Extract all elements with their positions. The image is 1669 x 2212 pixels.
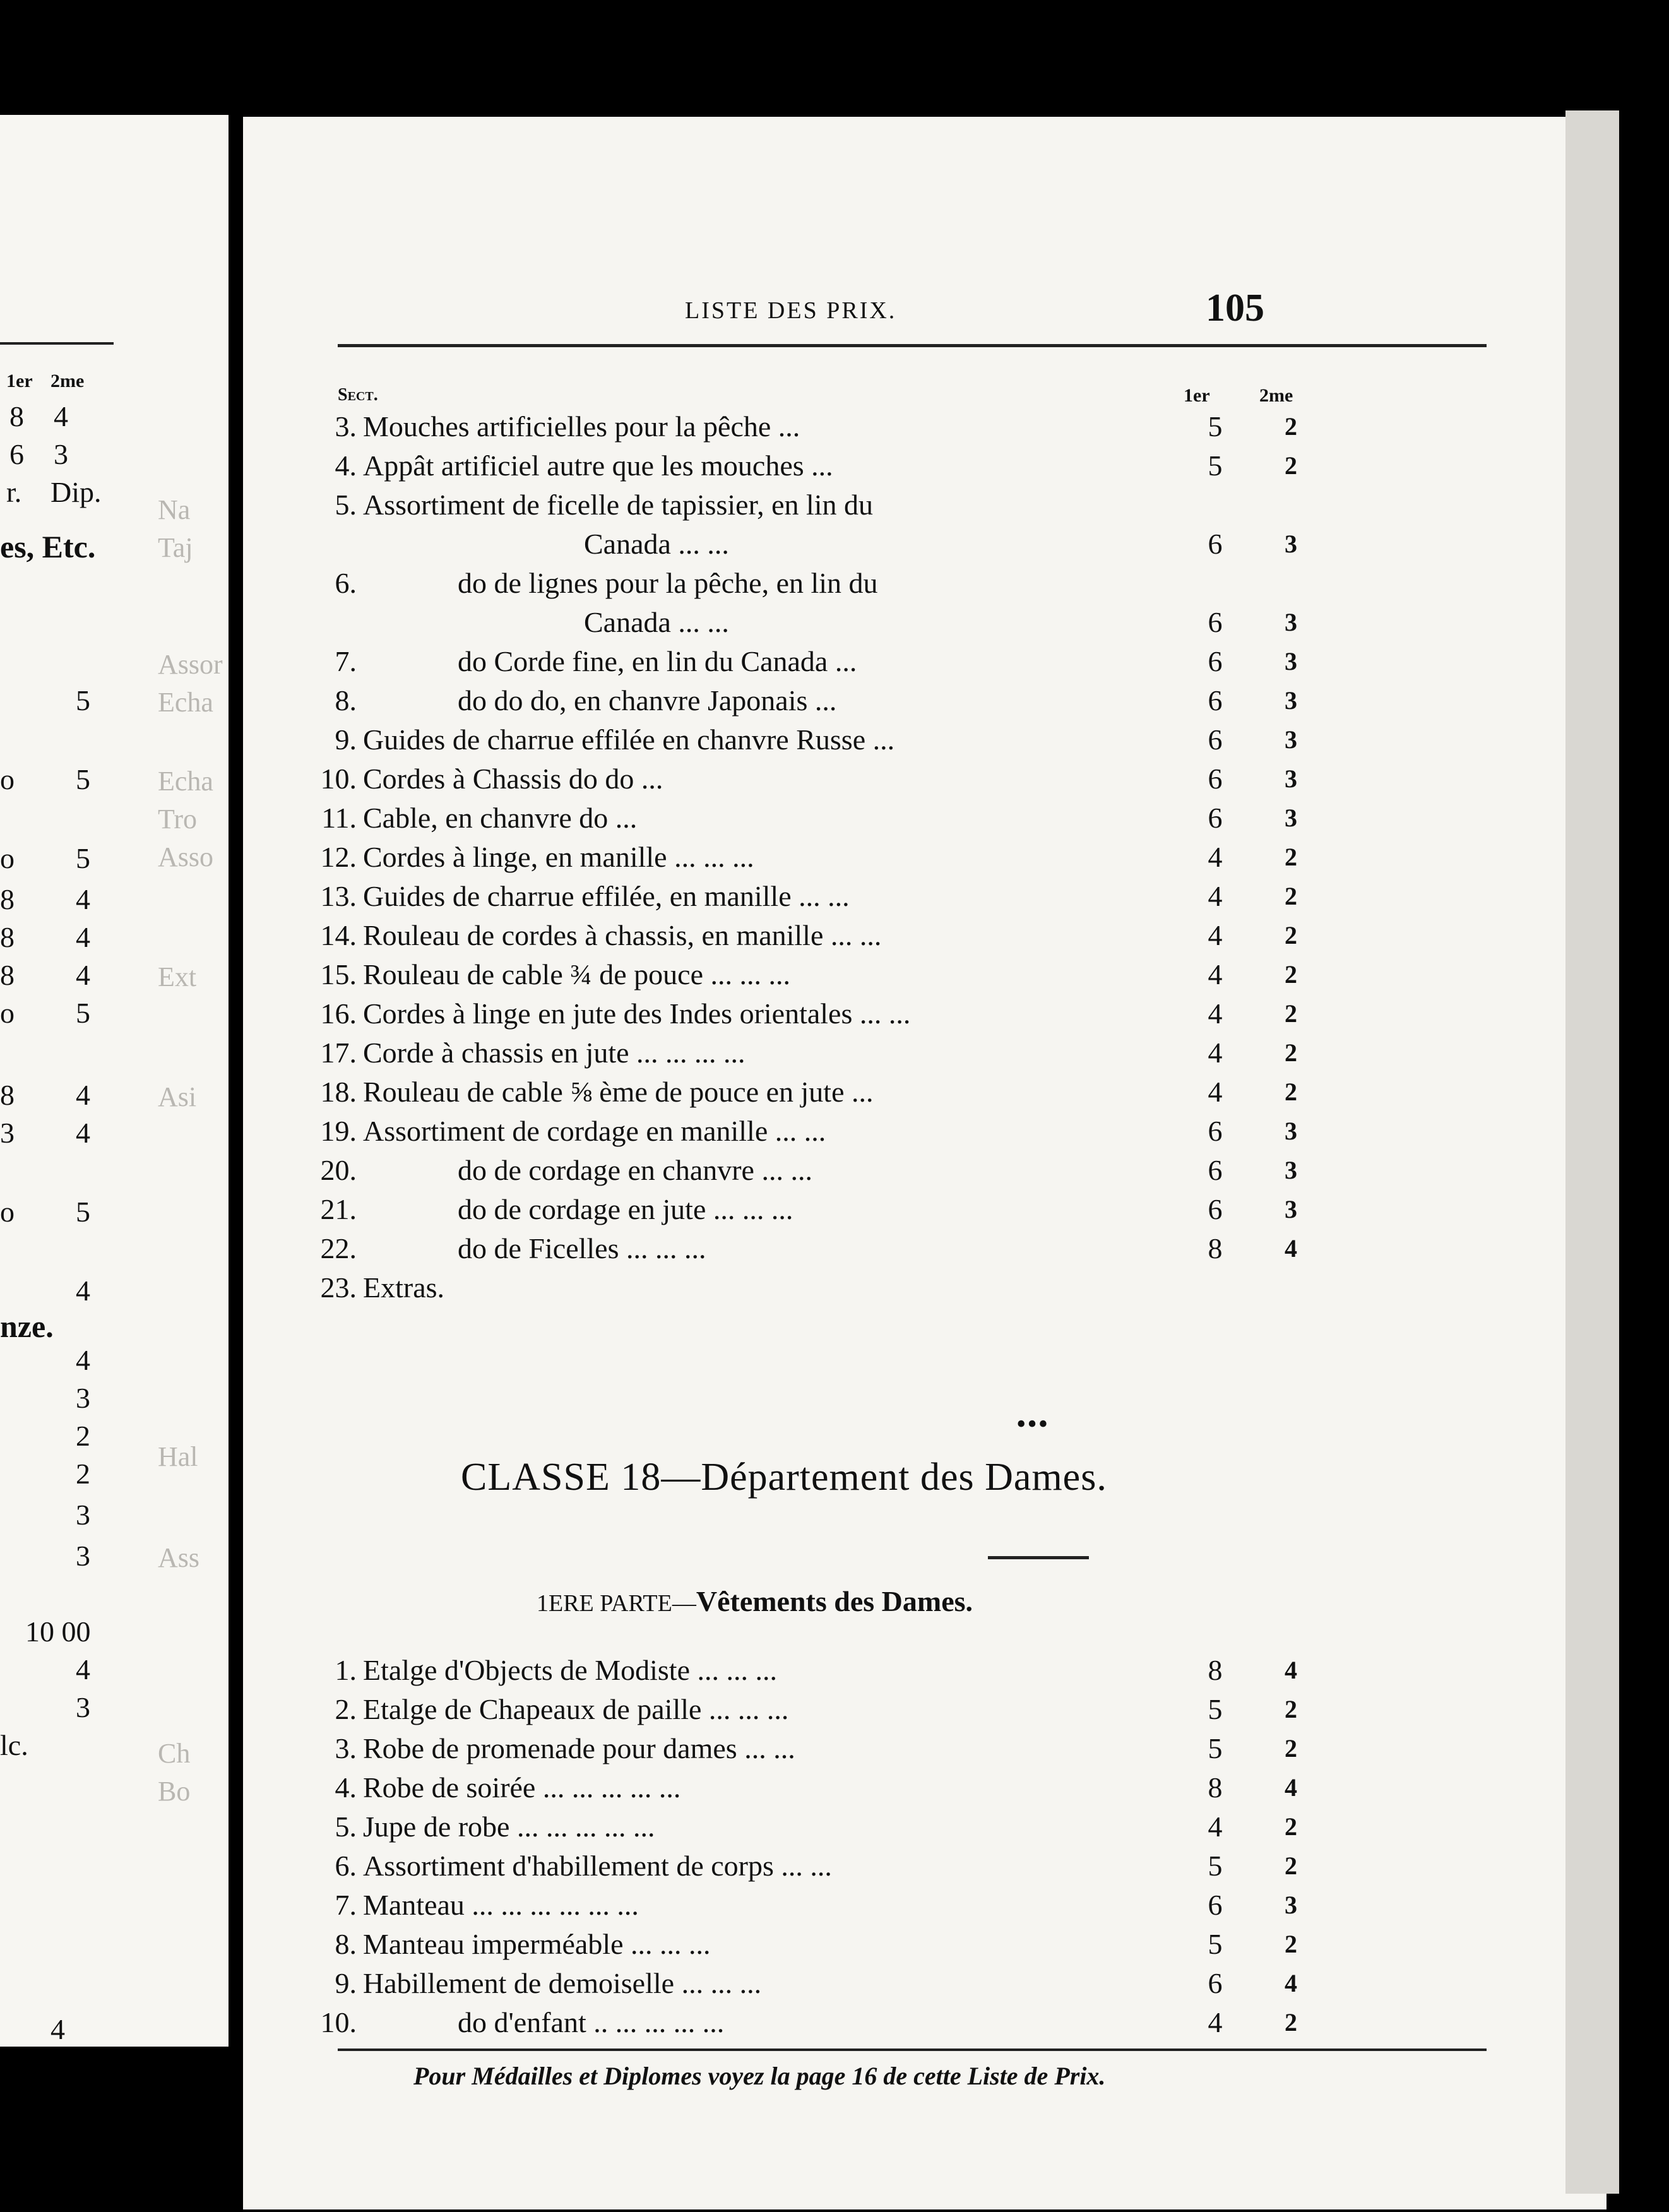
left-page-bleed-text: Echa <box>158 687 213 718</box>
row-number: 21. <box>320 1193 357 1225</box>
footer-rule <box>338 2048 1487 2051</box>
prize-row <box>243 407 1607 446</box>
second-prize-value: 2 <box>1285 1695 1297 1723</box>
row-number: 5. <box>335 489 357 521</box>
second-prize-value: 3 <box>1285 1195 1297 1223</box>
second-prize-value: 2 <box>1285 999 1297 1028</box>
second-prize-value: 3 <box>1285 1156 1297 1184</box>
first-prize-value: 6 <box>1208 763 1223 795</box>
first-prize-value: 5 <box>1208 1850 1223 1882</box>
left-page-fragment <box>0 115 229 2047</box>
row-description: Manteau ... ... ... ... ... ... <box>363 1889 639 1921</box>
second-prize-value: 2 <box>1285 451 1297 480</box>
second-prize-value: 2 <box>1285 921 1297 949</box>
row-number: 7. <box>335 1889 357 1921</box>
left-header-rule <box>0 342 114 345</box>
second-prize-value: 2 <box>1285 1812 1297 1841</box>
row-number: 3. <box>335 1732 357 1764</box>
row-description: do de Ficelles ... ... ... <box>458 1232 706 1264</box>
first-prize-value: 6 <box>1208 684 1223 717</box>
left-page-fragment-text: 8 <box>0 921 15 953</box>
row-description: do de cordage en jute ... ... ... <box>458 1193 793 1225</box>
prize-row <box>243 759 1607 799</box>
left-page-fragment-text: 5 <box>76 684 90 717</box>
left-page-fragment-text: 10 00 <box>25 1615 91 1648</box>
second-prize-value: 3 <box>1285 804 1297 832</box>
prize-row <box>243 916 1607 955</box>
row-description: Extras. <box>363 1271 445 1304</box>
left-page-fragment-text: 4 <box>76 1344 90 1376</box>
row-description: Mouches artificielles pour la pêche ... <box>363 410 800 443</box>
first-prize-value: 4 <box>1208 1076 1223 1108</box>
column-header-sect: Sect. <box>338 385 378 405</box>
first-prize-value: 6 <box>1208 1967 1223 1999</box>
row-description: Rouleau de cable ⅝ ème de pouce en jute ... <box>363 1076 874 1108</box>
left-page-fragment-text: o <box>0 842 15 874</box>
row-number: 8. <box>335 684 357 717</box>
row-description: Rouleau de cable ¾ de pouce ... ... ... <box>363 958 790 990</box>
first-prize-value: 6 <box>1208 802 1223 834</box>
first-prize-value: 4 <box>1208 880 1223 912</box>
left-page-fragment-text: lc. <box>0 1729 28 1761</box>
prize-row <box>243 799 1607 838</box>
prize-row <box>243 642 1607 681</box>
left-page-bleed-text: Hal <box>158 1441 198 1472</box>
prize-row <box>243 1925 1607 1964</box>
row-number: 2. <box>335 1693 357 1725</box>
second-prize-value: 2 <box>1285 1734 1297 1763</box>
left-page-bleed-text: Ch <box>158 1738 191 1769</box>
left-page-fragment-text: 3 <box>0 1117 15 1149</box>
part-heading <box>537 1585 973 1618</box>
part-label: 1ERE PARTE— <box>537 1590 696 1617</box>
prize-row <box>243 1807 1607 1846</box>
row-description: Robe de promenade pour dames ... ... <box>363 1732 795 1764</box>
left-page-fragment-text: 3 <box>76 1540 90 1572</box>
prize-row <box>243 2003 1607 2042</box>
second-prize-value: 3 <box>1285 764 1297 793</box>
row-number: 9. <box>335 723 357 756</box>
page-number: 105 <box>1206 287 1264 330</box>
footer-note: Pour Médailles et Diplomes voyez la page 16 de cette Liste de Prix. <box>413 2062 1106 2090</box>
first-prize-value: 5 <box>1208 449 1223 482</box>
ornament-divider: ••• <box>1016 1408 1050 1439</box>
row-description: Habillement de demoiselle ... ... ... <box>363 1967 762 1999</box>
row-number: 23. <box>320 1271 357 1304</box>
left-page-fragment-text: 4 <box>76 1117 90 1149</box>
row-description: Cordes à linge, en manille ... ... ... <box>363 841 754 873</box>
left-page-bleed-text: Taj <box>158 532 193 563</box>
first-prize-value: 6 <box>1208 1193 1223 1225</box>
row-description: do de lignes pour la pêche, en lin du <box>458 567 878 599</box>
prize-row <box>243 1151 1607 1190</box>
class-rule <box>988 1556 1089 1559</box>
second-prize-value: 4 <box>1285 1656 1297 1684</box>
row-description: Robe de soirée ... ... ... ... ... <box>363 1771 681 1804</box>
left-page-fragment-text: 4 <box>76 921 90 953</box>
second-prize-value: 3 <box>1285 530 1297 558</box>
first-prize-value: 4 <box>1208 841 1223 873</box>
left-page-fragment-text: 4 <box>76 883 90 915</box>
first-prize-value: 6 <box>1208 723 1223 756</box>
prize-row <box>243 1268 1607 1307</box>
row-number: 10. <box>320 2006 357 2038</box>
prize-row <box>243 955 1607 994</box>
first-prize-value: 8 <box>1208 1232 1223 1264</box>
prize-row <box>243 1886 1607 1925</box>
first-prize-value: 4 <box>1208 997 1223 1030</box>
second-prize-value: 2 <box>1285 1930 1297 1958</box>
row-number: 7. <box>335 645 357 677</box>
left-col-2-header: 2me <box>50 371 85 391</box>
row-number: 5. <box>335 1811 357 1843</box>
row-description: Assortiment de cordage en manille ... ... <box>363 1115 826 1147</box>
left-page-fragment-text: 8 <box>0 959 15 991</box>
row-number: 4. <box>335 1771 357 1804</box>
left-page-fragment-text: es, Etc. <box>0 529 96 564</box>
first-prize-value: 4 <box>1208 1811 1223 1843</box>
row-description: Appât artificiel autre que les mouches ... <box>363 449 833 482</box>
prize-row <box>243 1768 1607 1807</box>
prize-row <box>243 994 1607 1033</box>
left-page-bleed-text: Na <box>158 494 191 525</box>
first-prize-value: 5 <box>1208 410 1223 443</box>
left-page-fragment-text: 4 <box>54 400 68 432</box>
first-prize-value: 4 <box>1208 1037 1223 1069</box>
row-number: 15. <box>320 958 357 990</box>
running-title: LISTE DES PRIX. <box>685 297 897 324</box>
first-prize-value: 6 <box>1208 1154 1223 1186</box>
left-page-fragment-text: 4 <box>76 1079 90 1111</box>
prize-row <box>243 1729 1607 1768</box>
first-prize-value: 6 <box>1208 528 1223 560</box>
row-number: 8. <box>335 1928 357 1960</box>
row-number: 4. <box>335 449 357 482</box>
left-page-fragment-text: 8 <box>0 1079 15 1111</box>
second-prize-value: 2 <box>1285 1038 1297 1067</box>
second-prize-value: 2 <box>1285 2008 1297 2037</box>
left-page-fragment-text: 8 <box>0 883 15 915</box>
first-prize-value: 8 <box>1208 1654 1223 1686</box>
second-prize-value: 3 <box>1285 1891 1297 1919</box>
second-prize-value: 2 <box>1285 412 1297 441</box>
prize-row <box>243 1033 1607 1073</box>
left-col-1-header: 1er <box>6 371 33 391</box>
second-prize-value: 4 <box>1285 1234 1297 1263</box>
left-page-bleed-text: Assor <box>158 649 223 680</box>
row-number: 18. <box>320 1076 357 1108</box>
second-prize-value: 4 <box>1285 1969 1297 1997</box>
row-number: 11. <box>321 802 357 834</box>
row-description: Corde à chassis en jute ... ... ... ... <box>363 1037 745 1069</box>
left-page-fragment-text: 3 <box>54 438 68 470</box>
row-description: Cordes à linge en jute des Indes orientales ... ... <box>363 997 911 1030</box>
prize-row <box>243 1846 1607 1886</box>
left-page-fragment-text: o <box>0 1196 15 1228</box>
prize-row <box>243 1112 1607 1151</box>
row-description: Assortiment d'habillement de corps ... ... <box>363 1850 832 1882</box>
prize-row <box>243 564 1607 603</box>
second-prize-value: 3 <box>1285 686 1297 715</box>
prize-row <box>243 1690 1607 1729</box>
row-number: 6. <box>335 1850 357 1882</box>
row-number: 9. <box>335 1967 357 1999</box>
page-edge-shadow <box>1565 110 1619 2194</box>
prize-row <box>243 720 1607 759</box>
second-prize-value: 2 <box>1285 960 1297 989</box>
left-page-fragment-text: 5 <box>76 763 90 795</box>
left-page-bleed-text: Ass <box>158 1542 200 1573</box>
row-number: 10. <box>320 763 357 795</box>
left-page-bleed-text: Bo <box>158 1776 191 1807</box>
second-prize-value: 3 <box>1285 608 1297 636</box>
row-description: Cordes à Chassis do do ... <box>363 763 663 795</box>
row-number: 1. <box>335 1654 357 1686</box>
second-prize-value: 2 <box>1285 1078 1297 1106</box>
left-page-fragment-text: 3 <box>76 1382 90 1414</box>
prize-row <box>243 446 1607 485</box>
row-number: 12. <box>320 841 357 873</box>
second-prize-value: 2 <box>1285 882 1297 910</box>
second-prize-value: 2 <box>1285 843 1297 871</box>
row-description: do de cordage en chanvre ... ... <box>458 1154 812 1186</box>
left-page-fragment-text: 3 <box>76 1691 90 1723</box>
left-page-fragment-text: 5 <box>76 997 90 1029</box>
left-page-fragment-text: 4 <box>76 1275 90 1307</box>
row-description: Manteau imperméable ... ... ... <box>363 1928 711 1960</box>
row-description: Rouleau de cordes à chassis, en manille ... ... <box>363 919 882 951</box>
left-page-fragment-text: nze. <box>0 1309 54 1344</box>
left-page-fragment-text: 5 <box>76 1196 90 1228</box>
main-page <box>243 117 1607 2209</box>
row-description: Guides de charrue effilée en chanvre Russe ... <box>363 723 895 756</box>
row-description: do Corde fine, en lin du Canada ... <box>458 645 857 677</box>
row-number: 19. <box>320 1115 357 1147</box>
row-number: 16. <box>320 997 357 1030</box>
row-description: Etalge de Chapeaux de paille ... ... ... <box>363 1693 789 1725</box>
first-prize-value: 8 <box>1208 1771 1223 1804</box>
part-title: Vêtements des Dames. <box>696 1585 973 1617</box>
left-page-fragment-text: 2 <box>76 1420 90 1452</box>
prize-row <box>243 1229 1607 1268</box>
first-prize-value: 6 <box>1208 645 1223 677</box>
first-prize-value: 4 <box>1208 958 1223 990</box>
row-number: 3. <box>335 410 357 443</box>
left-page-fragment-text: 3 <box>76 1499 90 1531</box>
second-prize-value: 3 <box>1285 725 1297 754</box>
second-prize-value: 3 <box>1285 1117 1297 1145</box>
row-number: 17. <box>320 1037 357 1069</box>
row-description: Guides de charrue effilée, en manille ... ... <box>363 880 850 912</box>
left-page-fragment-text: r. <box>6 476 22 508</box>
left-page-fragment-text: 4 <box>50 2013 65 2045</box>
prize-row <box>243 1073 1607 1112</box>
row-description: Cable, en chanvre do ... <box>363 802 638 834</box>
second-prize-value: 4 <box>1285 1773 1297 1802</box>
column-header-second-prize: 2me <box>1259 385 1293 406</box>
first-prize-value: 5 <box>1208 1732 1223 1764</box>
first-prize-value: 6 <box>1208 1115 1223 1147</box>
second-prize-value: 2 <box>1285 1852 1297 1880</box>
left-page-bleed-text: Echa <box>158 766 213 797</box>
prize-row <box>243 681 1607 720</box>
row-description: do do do, en chanvre Japonais ... <box>458 684 837 717</box>
first-prize-value: 4 <box>1208 919 1223 951</box>
left-page-bleed-text: Ext <box>158 961 197 992</box>
left-page-bleed-text: Asso <box>158 841 214 872</box>
prize-row <box>243 1190 1607 1229</box>
first-prize-value: 6 <box>1208 1889 1223 1921</box>
prize-row <box>243 525 1607 564</box>
column-header-first-prize: 1er <box>1184 385 1210 406</box>
row-number: 20. <box>320 1154 357 1186</box>
prize-row <box>243 603 1607 642</box>
prize-row <box>243 1964 1607 2003</box>
left-page-fragment-text: 2 <box>76 1458 90 1490</box>
class-heading: CLASSE 18—Département des Dames. <box>461 1456 1107 1499</box>
row-number: 22. <box>320 1232 357 1264</box>
header-rule <box>338 344 1487 347</box>
row-description: Etalge d'Objects de Modiste ... ... ... <box>363 1654 777 1686</box>
second-prize-value: 3 <box>1285 647 1297 675</box>
left-page-fragment-text: 8 <box>9 400 24 432</box>
row-description: Canada ... ... <box>584 528 729 560</box>
row-description: Canada ... ... <box>584 606 729 638</box>
prize-row <box>243 1651 1607 1690</box>
left-page-fragment-text: 5 <box>76 842 90 874</box>
first-prize-value: 5 <box>1208 1693 1223 1725</box>
prize-row <box>243 485 1607 525</box>
row-description: do d'enfant .. ... ... ... ... <box>458 2006 725 2038</box>
left-page-fragment-text: 4 <box>76 959 90 991</box>
row-number: 13. <box>320 880 357 912</box>
first-prize-value: 5 <box>1208 1928 1223 1960</box>
first-prize-value: 6 <box>1208 606 1223 638</box>
left-page-bleed-text: Tro <box>158 804 197 835</box>
prize-row <box>243 877 1607 916</box>
left-page-fragment-text: 4 <box>76 1653 90 1686</box>
left-page-fragment-text: o <box>0 997 15 1029</box>
left-page-bleed-text: Asi <box>158 1081 197 1112</box>
left-page-fragment-text: o <box>0 763 15 795</box>
row-description: Assortiment de ficelle de tapissier, en lin du <box>363 489 874 521</box>
row-number: 6. <box>335 567 357 599</box>
left-page-fragment-text: Dip. <box>50 476 102 508</box>
prize-row <box>243 838 1607 877</box>
row-number: 14. <box>320 919 357 951</box>
first-prize-value: 4 <box>1208 2006 1223 2038</box>
row-description: Jupe de robe ... ... ... ... ... <box>363 1811 655 1843</box>
left-page-fragment-text: 6 <box>9 438 24 470</box>
